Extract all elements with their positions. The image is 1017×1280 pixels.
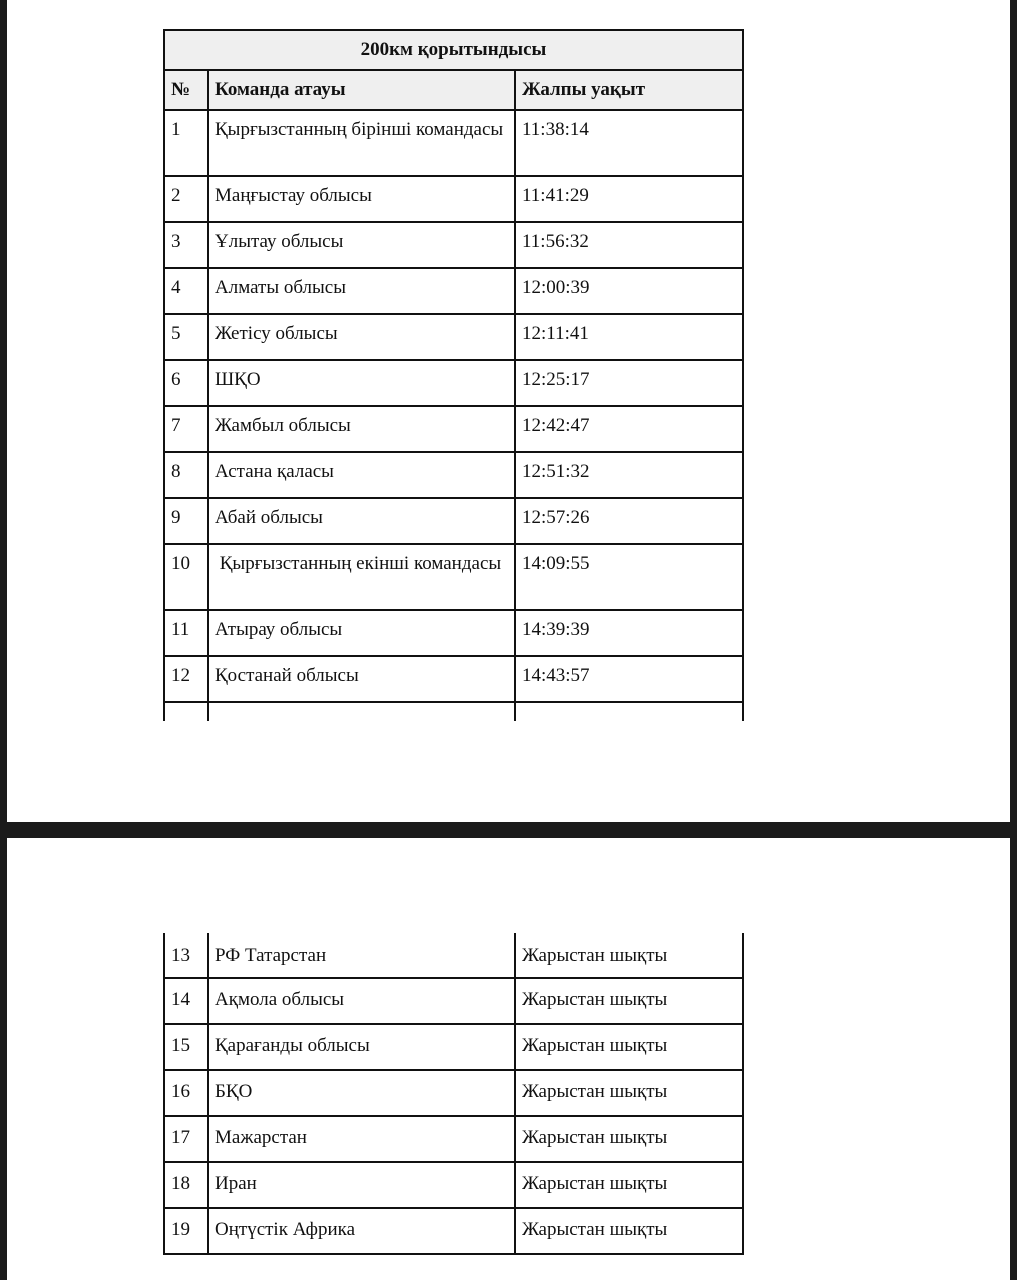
team-cell: Алматы облысы: [208, 268, 515, 314]
team-cell: Ұлытау облысы: [208, 222, 515, 268]
table-row: [164, 978, 743, 1024]
time-cell: 12:51:32: [515, 452, 743, 498]
rank-cell: 14: [164, 978, 208, 1024]
team-cell: Қостанай облысы: [208, 656, 515, 702]
rank-cell: 18: [164, 1162, 208, 1208]
table-row: [164, 360, 743, 406]
rank-cell: 9: [164, 498, 208, 544]
table-row: [164, 1116, 743, 1162]
table-row: [164, 110, 743, 176]
table-row: [164, 1162, 743, 1208]
rank-cell: 1: [164, 110, 208, 176]
rank-cell: 6: [164, 360, 208, 406]
results-table-part-1: [163, 29, 744, 721]
column-header-total-time: Жалпы уақыт: [515, 70, 743, 110]
table-row: [164, 406, 743, 452]
table-row: [164, 610, 743, 656]
rank-cell: 5: [164, 314, 208, 360]
empty-cell: [208, 702, 515, 721]
team-cell: Астана қаласы: [208, 452, 515, 498]
table-title: 200км қорытындысы: [164, 30, 743, 70]
column-header-team-name: Команда атауы: [208, 70, 515, 110]
status-cell: Жарыстан шықты: [515, 1116, 743, 1162]
document-page-1: [7, 0, 1010, 822]
time-cell: 11:41:29: [515, 176, 743, 222]
table-row: [164, 1070, 743, 1116]
team-cell: Қырғызстанның бірінші командасы: [208, 110, 515, 176]
status-cell: Жарыстан шықты: [515, 933, 743, 978]
table-row: [164, 1208, 743, 1254]
status-cell: Жарыстан шықты: [515, 1024, 743, 1070]
rank-cell: 15: [164, 1024, 208, 1070]
rank-cell: 16: [164, 1070, 208, 1116]
team-cell: Маңғыстау облысы: [208, 176, 515, 222]
empty-cell: [515, 702, 743, 721]
rank-cell: 2: [164, 176, 208, 222]
team-cell: Жетісу облысы: [208, 314, 515, 360]
rank-cell: 10: [164, 544, 208, 610]
time-cell: 12:25:17: [515, 360, 743, 406]
rank-cell: 11: [164, 610, 208, 656]
document-page-2: [7, 838, 1010, 1280]
status-cell: Жарыстан шықты: [515, 1162, 743, 1208]
team-cell: Абай облысы: [208, 498, 515, 544]
team-cell: БҚО: [208, 1070, 515, 1116]
table-row: [164, 314, 743, 360]
time-cell: 14:09:55: [515, 544, 743, 610]
table-row: [164, 268, 743, 314]
table-title-row: [164, 30, 743, 70]
time-cell: 12:00:39: [515, 268, 743, 314]
team-cell: Қырғызстанның екінші командасы: [208, 544, 515, 610]
time-cell: 14:43:57: [515, 656, 743, 702]
rank-cell: 7: [164, 406, 208, 452]
rank-cell: 19: [164, 1208, 208, 1254]
table-row-continuation: [164, 702, 743, 721]
table-row: [164, 176, 743, 222]
table-row: [164, 498, 743, 544]
team-cell: Ақмола облысы: [208, 978, 515, 1024]
status-cell: Жарыстан шықты: [515, 978, 743, 1024]
rank-cell: 3: [164, 222, 208, 268]
team-cell: Мажарстан: [208, 1116, 515, 1162]
status-cell: Жарыстан шықты: [515, 1070, 743, 1116]
results-table-part-2: [163, 933, 744, 1255]
team-cell: ШҚО: [208, 360, 515, 406]
team-cell: Иран: [208, 1162, 515, 1208]
team-cell: Оңтүстік Африка: [208, 1208, 515, 1254]
team-cell: РФ Татарстан: [208, 933, 515, 978]
rank-cell: 4: [164, 268, 208, 314]
column-header-number: №: [164, 70, 208, 110]
team-cell: Атырау облысы: [208, 610, 515, 656]
team-cell: Жамбыл облысы: [208, 406, 515, 452]
table-row: [164, 452, 743, 498]
time-cell: 11:56:32: [515, 222, 743, 268]
time-cell: 14:39:39: [515, 610, 743, 656]
team-cell: Қарағанды облысы: [208, 1024, 515, 1070]
table-row: [164, 1024, 743, 1070]
table-row: [164, 222, 743, 268]
table-row: [164, 656, 743, 702]
empty-cell: [164, 702, 208, 721]
table-header-row: [164, 70, 743, 110]
rank-cell: 12: [164, 656, 208, 702]
table-row: [164, 933, 743, 978]
time-cell: 12:11:41: [515, 314, 743, 360]
time-cell: 12:42:47: [515, 406, 743, 452]
table-row: [164, 544, 743, 610]
rank-cell: 13: [164, 933, 208, 978]
rank-cell: 17: [164, 1116, 208, 1162]
time-cell: 11:38:14: [515, 110, 743, 176]
rank-cell: 8: [164, 452, 208, 498]
status-cell: Жарыстан шықты: [515, 1208, 743, 1254]
time-cell: 12:57:26: [515, 498, 743, 544]
